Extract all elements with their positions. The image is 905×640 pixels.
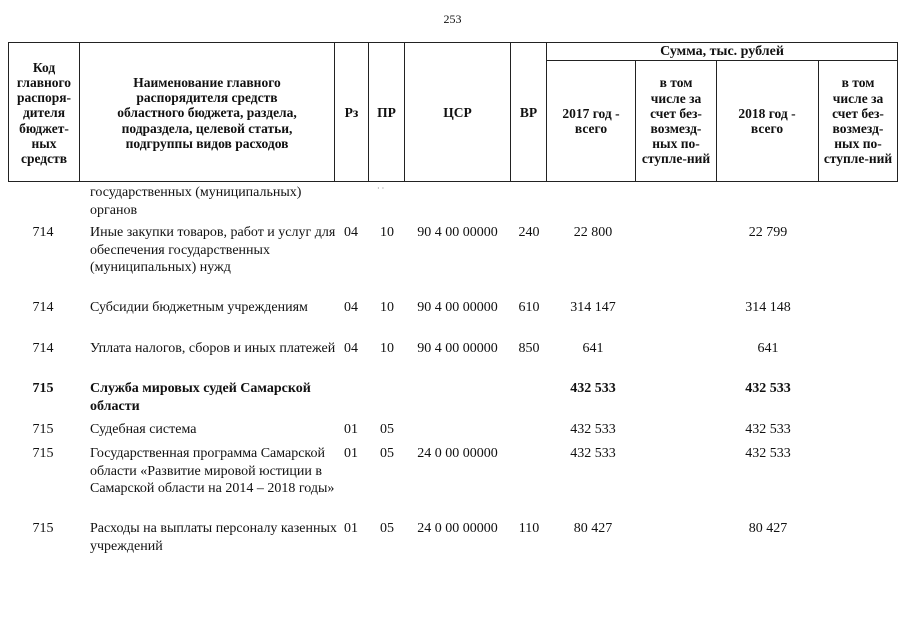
row-2018: 80 427 — [748, 521, 788, 536]
row-pr: 05 — [380, 422, 394, 437]
row-vr: 110 — [518, 521, 540, 536]
row-rz: 04 — [344, 341, 358, 356]
header-code: Код главного распоря-дителя бюджет-ных средств — [16, 59, 72, 166]
row-2017: 432 533 — [570, 381, 616, 396]
row-rz: 04 — [344, 300, 358, 315]
table-header — [8, 42, 898, 182]
row-2018: 432 533 — [745, 446, 791, 461]
row-name: Иные закупки товаров, работ и услуг для обеспечения государственных (муниципальных) нужд — [90, 225, 336, 275]
col-divider — [635, 60, 636, 182]
row-vr: 610 — [518, 300, 540, 315]
row-vr: 850 — [518, 341, 540, 356]
row-2018: 314 148 — [745, 300, 791, 315]
row-code: 714 — [32, 300, 54, 315]
row-2018: 432 533 — [745, 422, 791, 437]
row-code: 715 — [32, 422, 54, 437]
row-csr: 90 4 00 00000 — [417, 341, 498, 356]
row-2018: 641 — [757, 341, 779, 356]
row-csr: 90 4 00 00000 — [417, 300, 498, 315]
row-csr: 24 0 00 00000 — [417, 446, 498, 461]
col-divider — [79, 42, 80, 182]
row-code: 714 — [32, 225, 54, 240]
row-name: Уплата налогов, сборов и иных платежей — [90, 341, 336, 356]
row-pr: 05 — [380, 446, 394, 461]
header-pr: ПР — [377, 105, 396, 121]
row-vr: 240 — [518, 225, 540, 240]
row-name: Служба мировых судей Самарской области — [90, 381, 311, 414]
header-2017-incl: в том числе за счет без-возмезд-ных по-ступле-ний — [641, 75, 711, 167]
row-rz: 01 — [344, 422, 358, 437]
row-rz: 04 — [344, 225, 358, 240]
header-vr: ВР — [519, 105, 538, 121]
row-pr: 10 — [380, 225, 394, 240]
row-2017: 432 533 — [570, 422, 616, 437]
header-name: Наименование главного распорядителя средств областного бюджета, раздела, подраздела, целевой статьи, подгруппы видов расходов — [117, 74, 297, 151]
page-number: 253 — [443, 12, 462, 26]
row-rz: 01 — [344, 446, 358, 461]
col-divider — [546, 42, 547, 182]
row-name: Судебная система — [90, 422, 197, 437]
col-divider — [818, 60, 819, 182]
row-pr: 10 — [380, 300, 394, 315]
row-code: 714 — [32, 341, 54, 356]
row-code: 715 — [32, 521, 54, 536]
row-rz: 01 — [344, 521, 358, 536]
row-2017: 80 427 — [573, 521, 613, 536]
row-name: Государственная программа Самарской области «Развитие мировой юстиции в Самарской области на 2014 – 2018 годы» — [90, 446, 335, 496]
row-2018: 432 533 — [745, 381, 791, 396]
row-csr: 90 4 00 00000 — [417, 225, 498, 240]
header-csr: ЦСР — [443, 105, 472, 121]
row-code: 715 — [32, 446, 54, 461]
col-divider — [897, 42, 898, 182]
row-2017: 432 533 — [570, 446, 616, 461]
row-pr: 10 — [380, 341, 394, 356]
row-name: Расходы на выплаты персоналу казенных учреждений — [90, 521, 337, 554]
header-2018-total: 2018 год - всего — [738, 105, 796, 136]
header-sum: Сумма, тыс. рублей — [660, 43, 784, 59]
header-rz: Рз — [344, 105, 359, 121]
row-2017: 22 800 — [573, 225, 613, 240]
row-pr: 05 — [380, 521, 394, 536]
row-name: Субсидии бюджетным учреждениям — [90, 300, 308, 315]
col-divider — [716, 60, 717, 182]
header-bottom-border — [8, 181, 898, 182]
row-2017: 641 — [582, 341, 604, 356]
row-2017: 314 147 — [570, 300, 616, 315]
continuation-text: государственных (муниципальных) органов — [90, 185, 302, 218]
row-2018: 22 799 — [748, 225, 788, 240]
header-2017-total: 2017 год - всего — [562, 105, 620, 136]
row-csr: 24 0 00 00000 — [417, 521, 498, 536]
row-code: 715 — [32, 381, 54, 396]
scan-artifact: · · — [377, 184, 385, 193]
header-2018-incl: в том числе за счет без-возмезд-ных по-ступле-ний — [823, 75, 893, 167]
